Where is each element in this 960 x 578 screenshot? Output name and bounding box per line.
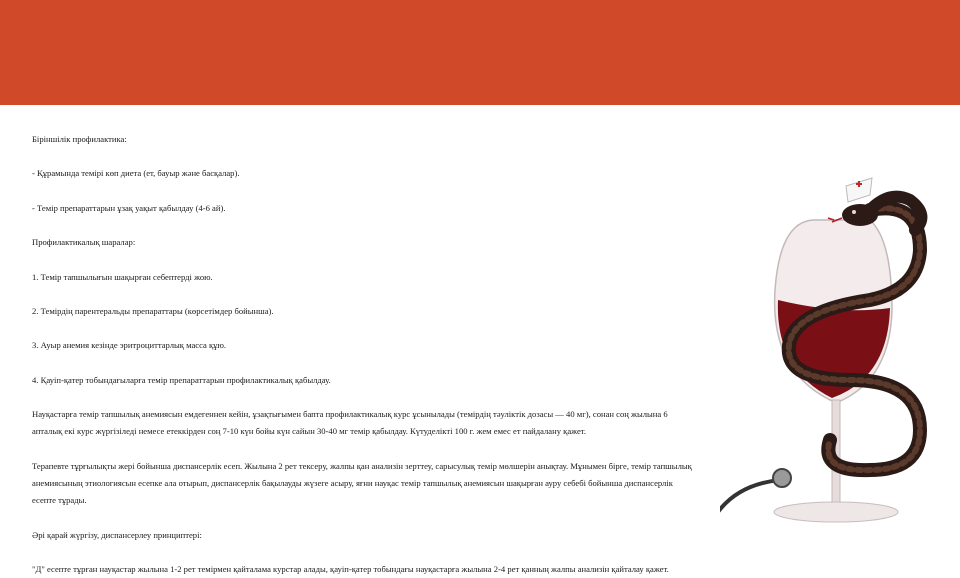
heading-preventive-measures: Профилактикалық шаралар:: [32, 237, 136, 248]
paragraph-treatment: Науқастарға темір тапшылық анемиясын емдегеннен кейін, ұзақтығымен бапта профилактикалық курс ұсынылады (темірдің тәуліктік дозасы — 40 мг), сонан соң жылына 6 апталық екі курс жүргізіледі немесе етеккірден соң 7-10 күн бойы күн сайын 30-40 мг темір қабылдау. Күтуделікті 100 г. жем емес ет пайдалану қажет.: [32, 409, 668, 437]
list-item: 1. Темір тапшылығын шақырған себептерді жою.: [32, 271, 213, 282]
paragraph-dispensary: Терапевте тұрғылықты жері бойынша диспансерлік есеп. Жылына 2 рет тексеру, жалпы қан анализін зерттеу, сарысулық темір мөлшерін анықтау. Мұнымен бірге, темір тапшылық анемиясының этиологиясын есепке ала отырып, диспансерлік бақылауды жүзеге асыру, яғни науқас темір тапшылық анемиясын шақырған ауру себебі бойынша диспансерлік есепте тұрады.: [32, 460, 692, 506]
list-item: - Темір препараттарын ұзақ уақыт қабылдау (4-6 ай).: [32, 202, 226, 213]
list-item: 4. Қауіп-қатер тобындағыларға темір препараттарын профилактикалық қабылдау.: [32, 374, 331, 385]
document-body: [32, 131, 692, 578]
header-band: [0, 0, 960, 105]
paragraph-followup: "Д" есепте тұрған науқастар жылына 1-2 рет темірмен қайталама курстар алады, қауіп-қатер тобындағы науқастарға жылына 2-4 рет қанның жалпы анализін қайталау қажет.: [32, 563, 669, 574]
list-item: - Құрамында темірі көп диета (ет, бауыр және басқалар).: [32, 168, 240, 179]
heading-primary-prevention: Біріншілік профилактика:: [32, 134, 127, 144]
snake-wine-glass-illustration: [720, 140, 960, 540]
list-item: 3. Ауыр анемия кезінде эритроциттарлық масса құю.: [32, 340, 227, 351]
heading-principles: Әрі қарай жүргізу, диспансерлеу принциптері:: [32, 529, 202, 540]
list-item: 2. Темірдің парентеральды препараттары (көрсетімдер бойынша).: [32, 305, 274, 316]
